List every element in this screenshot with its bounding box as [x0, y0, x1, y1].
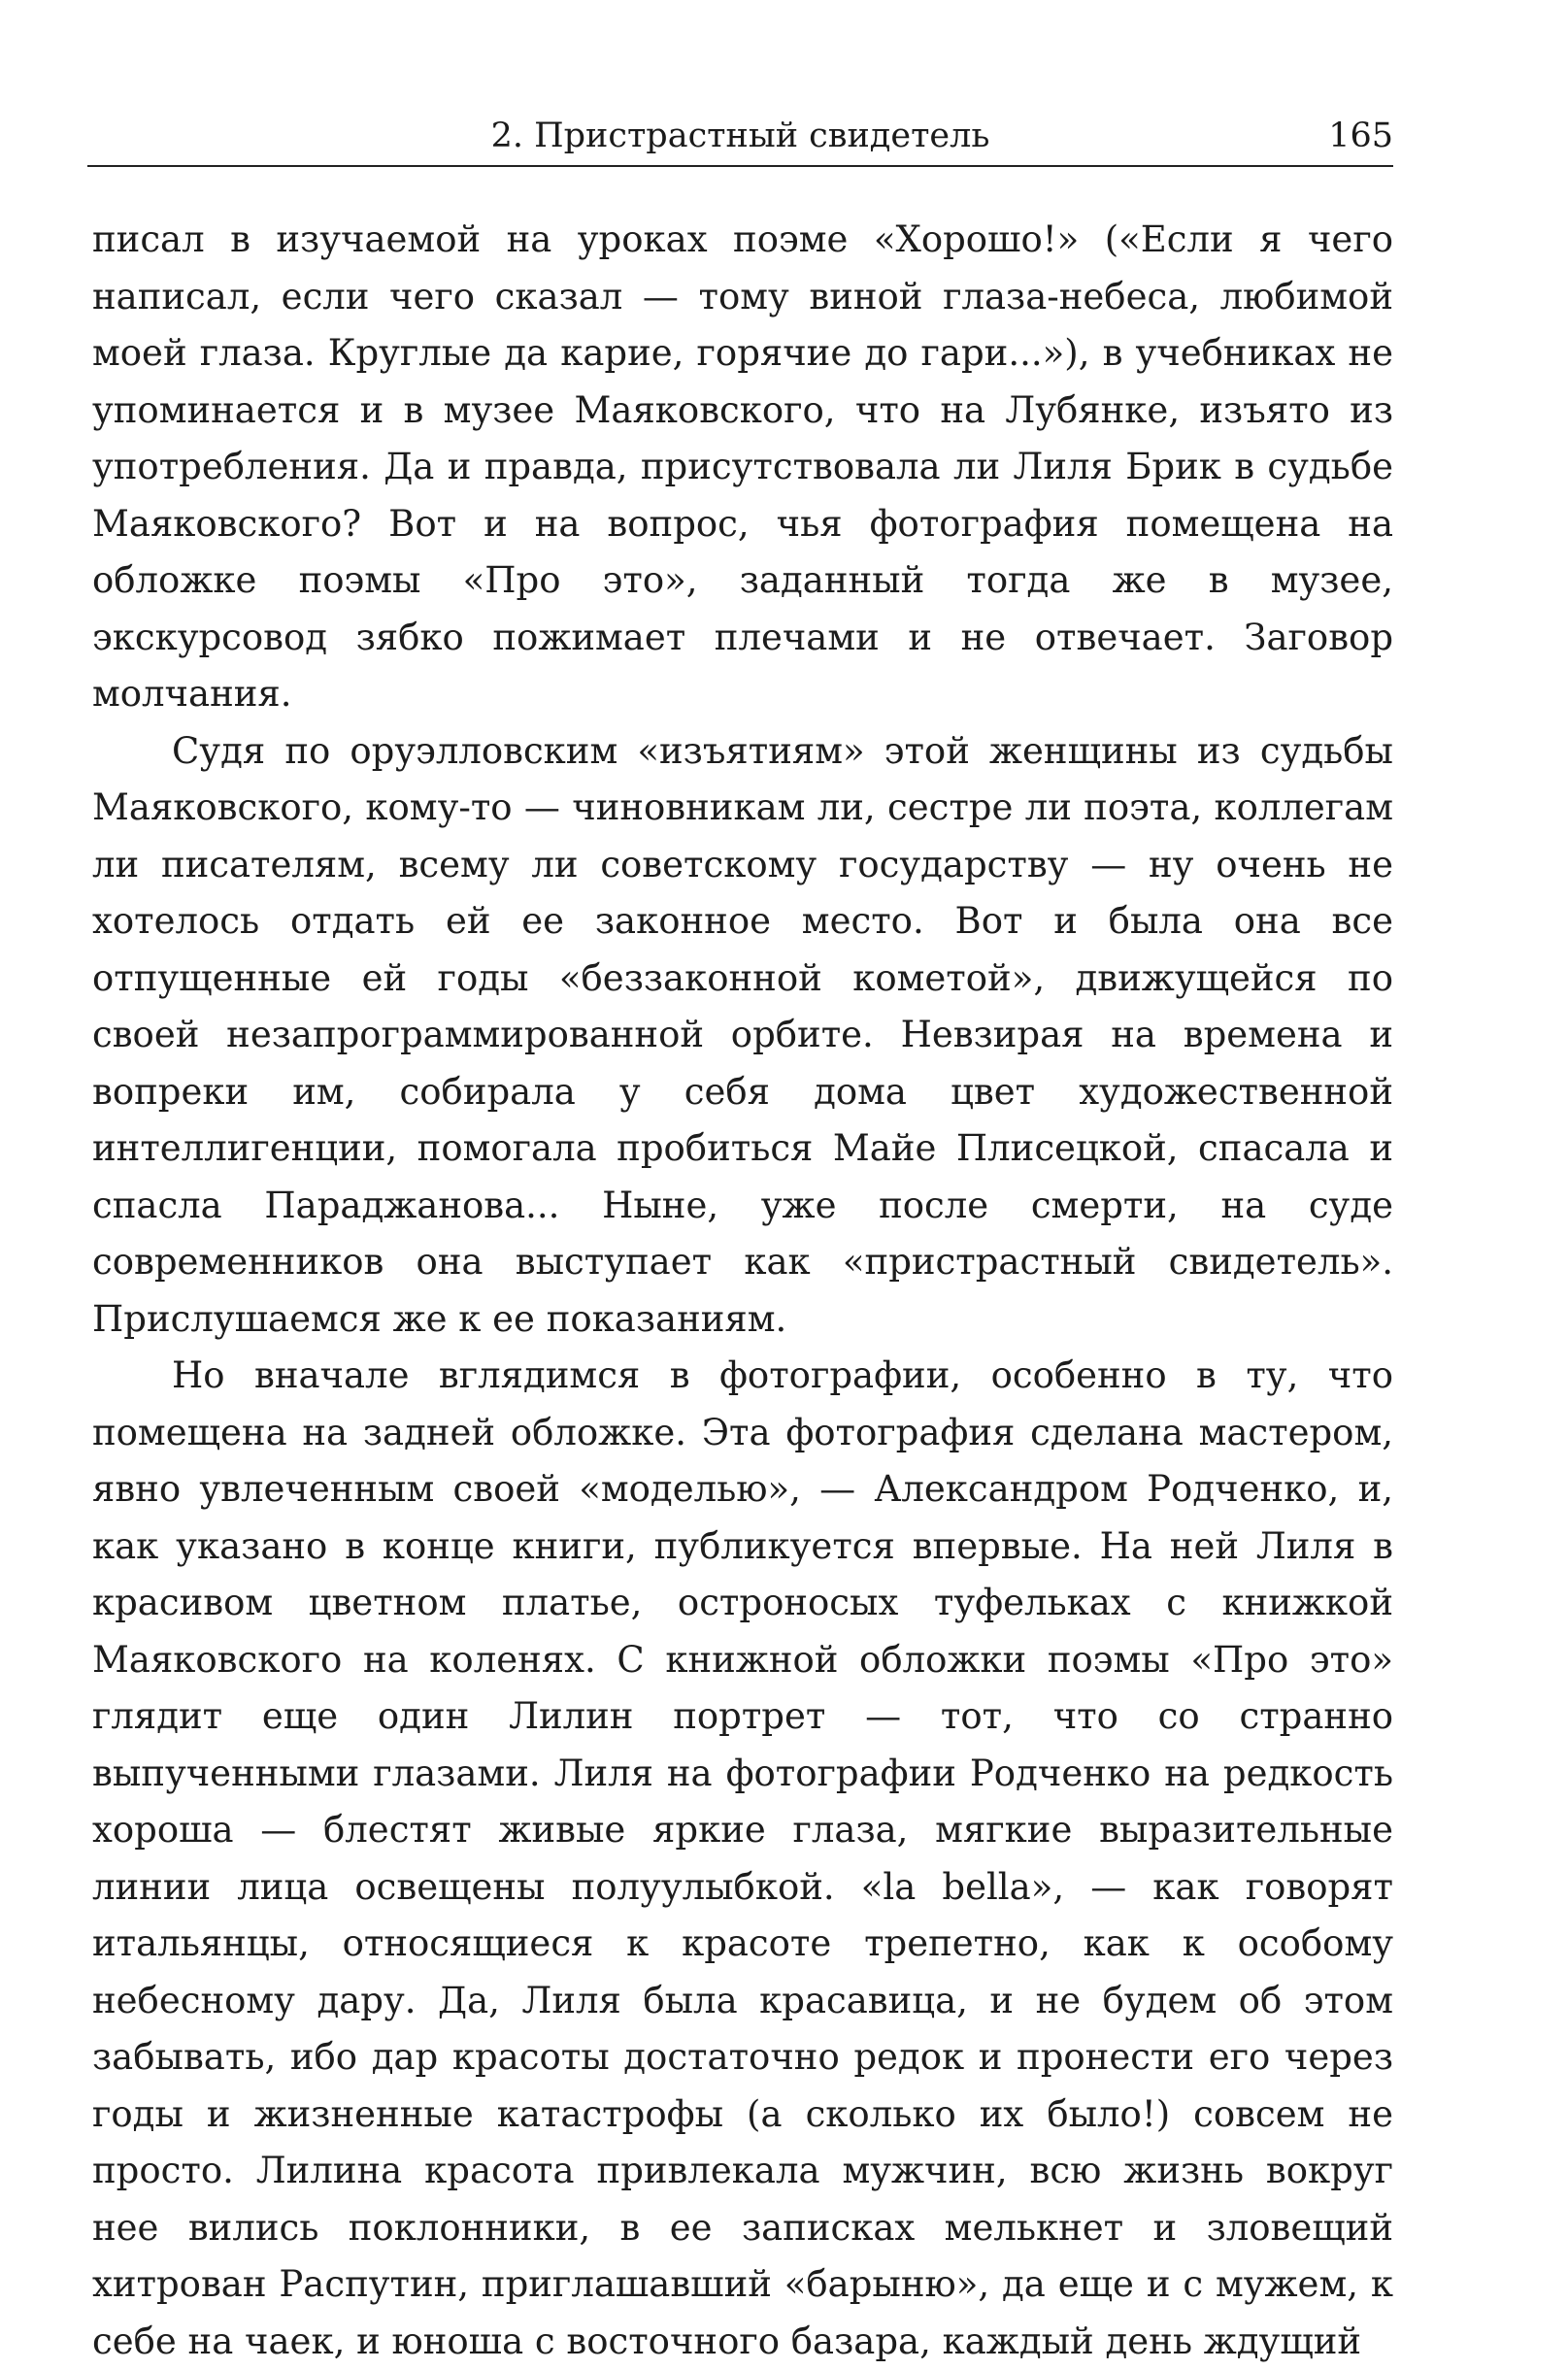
running-header — [87, 107, 1393, 167]
paragraph-continued: писал в изучаемой на уроках поэме «Хорошо!» («Если я чего написал, если чего сказал — тому виной глаза-небеса, любимой моей глаза. Круглые да карие, горячие до гари...»), в учебниках не упоминается и в музее Маяковского, что на Лубянке, изъято из употребления. Да и правда, присутствовала ли Лиля Брик в судьбе Маяковского? Вот и на вопрос, чья фотография помещена на обложке поэмы «Про это», заданный тогда же в музее, экскурсовод зябко пожимает плечами и не отвечает. Заговор молчания. — [92, 218, 1393, 715]
body-text — [92, 212, 1393, 2370]
chapter-title: 2. Пристрастный свидетель — [490, 117, 990, 155]
paragraph: Но вначале вглядимся в фотографии, особенно в ту, что помещена на задней обложке. Эта фотография сделана мастером, явно увлеченным своей «моделью», — Александром Родченко, и, как указано в конце книги, публикуется впервые. На ней Лиля в красивом цветном платье, остроносых туфельках с книжкой Маяковского на коленях. С книжной обложки поэмы «Про это» глядит еще один Лилин портрет — тот, что со странно выпученными глазами. Лиля на фотографии Родченко на редкость хороша — блестят живые яркие глаза, мягкие выразительные линии лица освещены полуулыбкой. «la bella», — как говорят итальянцы, относящиеся к красоте трепетно, как к особому небесному дару. Да, Лиля была красавица, и не будем об этом забывать, ибо дар красоты достаточно редок и пронести его через годы и жизненные катастрофы (а сколько их было!) совсем не просто. Лилина красота привлекала мужчин, всю жизнь вокруг нее вились поклонники, в ее записках мелькнет и зловещий хитрован Распутин, приглашавший «барыню», да еще и с мужем, к себе на чаек, и юноша с восточного базара, каждый день ждущий — [92, 1354, 1393, 2362]
paragraph: Судя по оруэлловским «изъятиям» этой женщины из судьбы Маяковского, кому-то — чиновникам ли, сестре ли поэта, коллегам ли писателям, всему ли советскому государству — ну очень не хотелось отдать ей ее законное место. Вот и была она все отпущенные ей годы «беззаконной кометой», движущейся по своей незапрограммированной орбите. Невзирая на времена и вопреки им, собирала у себя дома цвет художественной интеллигенции, помогала пробиться Майе Плисецкой, спасала и спасла Параджанова... Ныне, уже после смерти, на суде современников она выступает как «пристрастный свидетель». Прислушаемся же к ее показаниям. — [92, 729, 1393, 1340]
page-number: 165 — [1328, 117, 1393, 155]
